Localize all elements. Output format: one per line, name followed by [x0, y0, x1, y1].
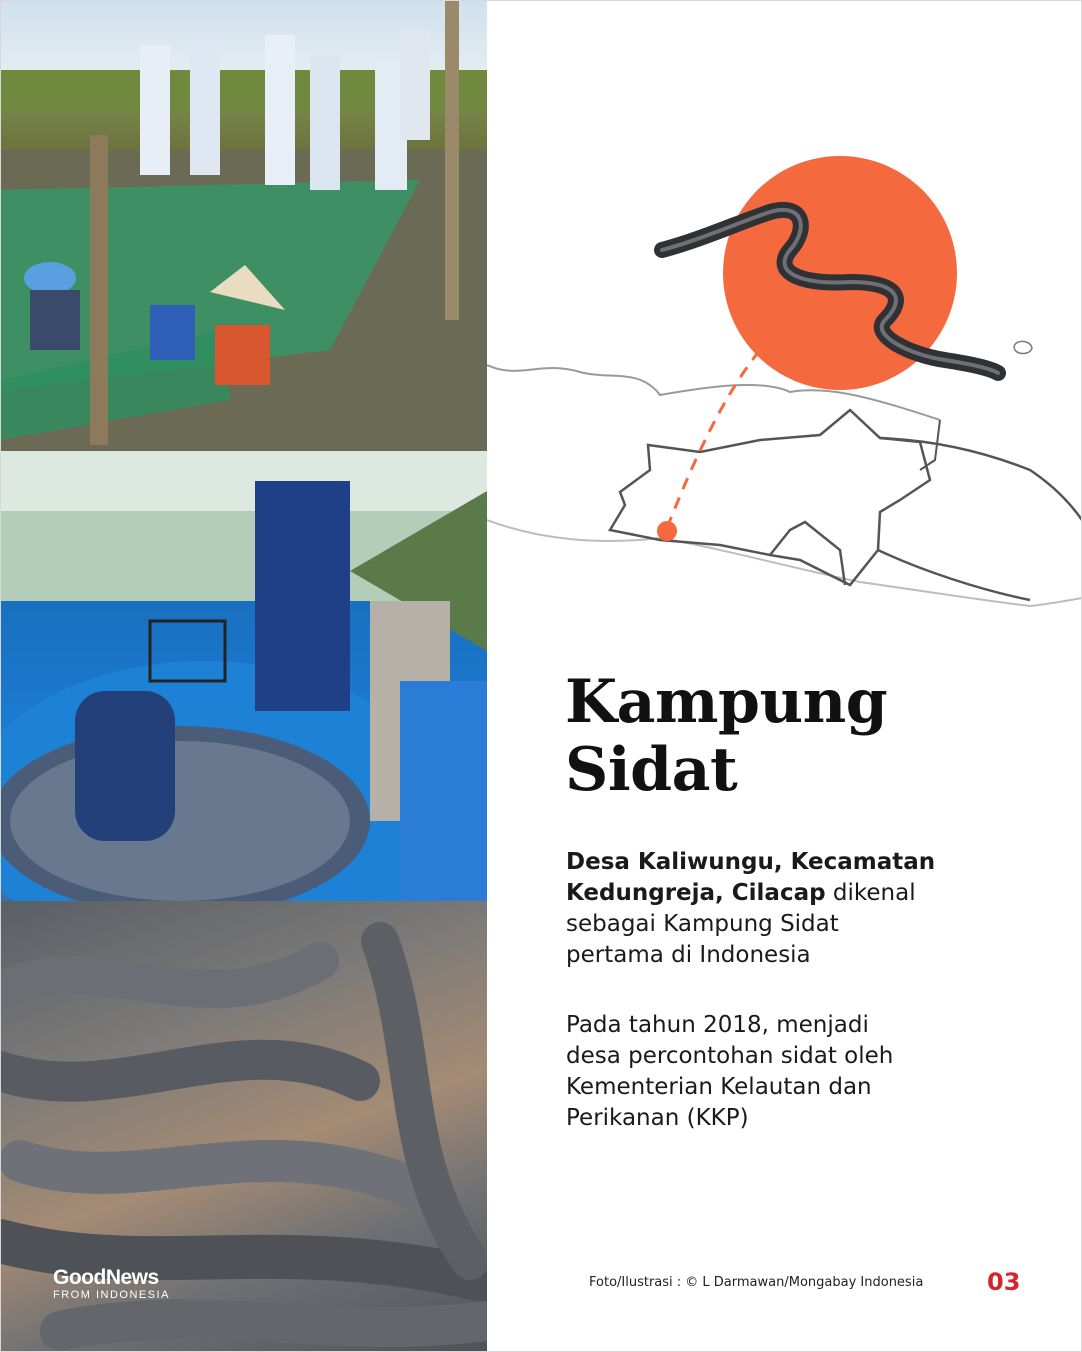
detail-paragraph [566, 1010, 946, 1134]
photo-eel-tank [0, 451, 487, 901]
logo-tagline: FROM INDONESIA [53, 1289, 170, 1301]
location-marker-icon [657, 521, 677, 541]
intro-line-4: pertama di Indonesia [566, 942, 811, 968]
title-line-1: Kampung [565, 667, 888, 737]
detail-line-1: Pada tahun 2018, menjadi [566, 1012, 869, 1038]
logo-wordmark: GoodNews [53, 1266, 159, 1289]
intro-line-2-bold: Kedungreja, Cilacap [566, 880, 826, 906]
photo-credit: Foto/Ilustrasi : © L Darmawan/Mongabay Indonesia [589, 1275, 924, 1290]
photo-farmers-pond [0, 0, 487, 451]
intro-line-2 [566, 878, 946, 909]
central-java-outline [610, 410, 930, 585]
goodnews-logo [53, 1267, 170, 1302]
intro-paragraph [566, 847, 946, 971]
detail-line-4: Perikanan (KKP) [566, 1105, 749, 1131]
intro-line-2-rest: dikenal [825, 880, 916, 906]
page-title [565, 668, 887, 804]
intro-line-3: sebagai Kampung Sidat [566, 911, 839, 937]
photo-eels-closeup [0, 901, 487, 1352]
page-number: 03 [987, 1268, 1021, 1296]
detail-line-3: Kementerian Kelautan dan [566, 1074, 872, 1100]
detail-line-2: desa percontohan sidat oleh [566, 1043, 894, 1069]
route-dashed-line [667, 350, 760, 528]
intro-line-1: Desa Kaliwungu, Kecamatan [566, 849, 936, 875]
java-map-illustration [487, 150, 1082, 630]
title-line-2: Sidat [565, 735, 738, 805]
